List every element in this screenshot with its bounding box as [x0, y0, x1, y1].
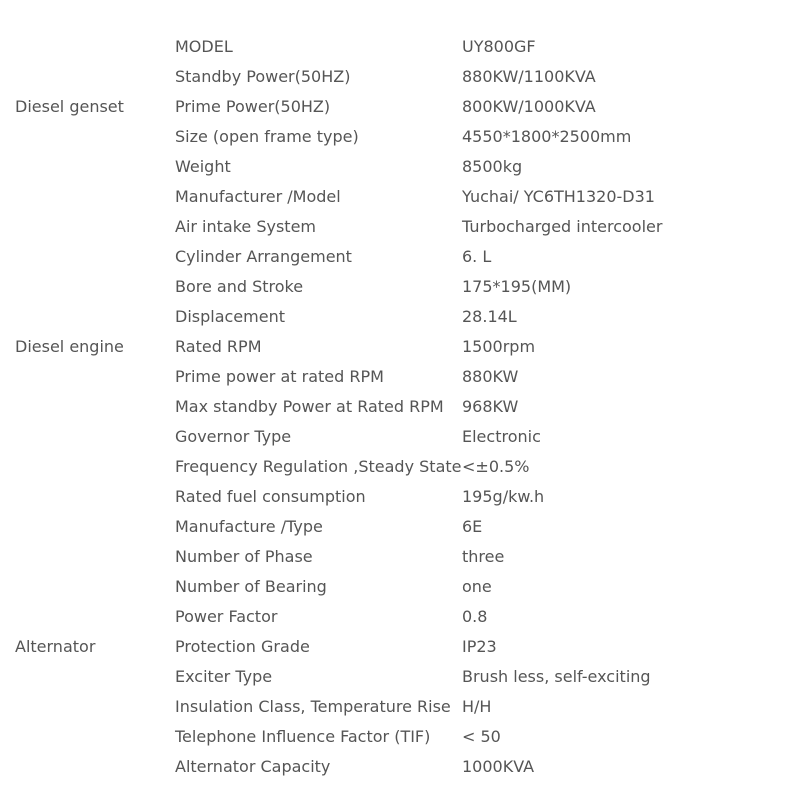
- parameter-value: 195g/kw.h: [462, 487, 545, 506]
- table-row: [0, 92, 812, 122]
- table-row: [0, 152, 812, 182]
- table-row: [0, 662, 812, 692]
- parameter-value: one: [462, 577, 492, 596]
- table-row: [0, 242, 812, 272]
- parameter-value: H/H: [462, 697, 492, 716]
- parameter-value: Yuchai/ YC6TH1320-D31: [462, 187, 655, 206]
- parameter-label: Protection Grade: [175, 637, 310, 656]
- parameter-label: Air intake System: [175, 217, 317, 236]
- parameter-label: Manufacture /Type: [175, 517, 323, 536]
- table-row: [0, 602, 812, 632]
- parameter-value: 8500kg: [462, 157, 523, 176]
- parameter-label: Prime power at rated RPM: [175, 367, 384, 386]
- table-row: [0, 332, 812, 362]
- table-row: [0, 272, 812, 302]
- table-row: [0, 302, 812, 332]
- parameter-label: Standby Power(50HZ): [175, 67, 351, 86]
- table-row: [0, 692, 812, 722]
- table-row: [0, 572, 812, 602]
- parameter-label: Frequency Regulation ,Steady State: [175, 457, 462, 476]
- parameter-value: 968KW: [462, 397, 519, 416]
- parameter-label: MODEL: [175, 37, 233, 56]
- parameter-value: Brush less, self-exciting: [462, 667, 651, 686]
- group-label: Alternator: [15, 637, 96, 656]
- parameter-label: Exciter Type: [175, 667, 273, 686]
- table-row: [0, 422, 812, 452]
- parameter-label: Bore and Stroke: [175, 277, 304, 296]
- table-row: [0, 362, 812, 392]
- table-row: [0, 482, 812, 512]
- parameter-value: < 50: [462, 727, 501, 746]
- table-row: [0, 392, 812, 422]
- parameter-value: 6E: [462, 517, 483, 536]
- parameter-value: UY800GF: [462, 37, 536, 56]
- table-row: [0, 632, 812, 662]
- parameter-value: 1500rpm: [462, 337, 536, 356]
- parameter-label: Prime Power(50HZ): [175, 97, 331, 116]
- table-row: [0, 512, 812, 542]
- parameter-value: 28.14L: [462, 307, 517, 326]
- parameter-label: Displacement: [175, 307, 285, 326]
- parameter-label: Max standby Power at Rated RPM: [175, 397, 444, 416]
- table-row: [0, 452, 812, 482]
- parameter-value: 6. L: [462, 247, 492, 266]
- parameter-value: 175*195(MM): [462, 277, 572, 296]
- table-row: [0, 182, 812, 212]
- spec-table: [0, 32, 812, 782]
- parameter-label: Cylinder Arrangement: [175, 247, 352, 266]
- parameter-label: Rated fuel consumption: [175, 487, 366, 506]
- parameter-value: three: [462, 547, 505, 566]
- group-label: Diesel engine: [15, 337, 124, 356]
- parameter-label: Governor Type: [175, 427, 292, 446]
- parameter-value: 0.8: [462, 607, 488, 626]
- table-row: [0, 752, 812, 782]
- parameter-value: 880KW/1100KVA: [462, 67, 596, 86]
- table-row: [0, 542, 812, 572]
- parameter-label: Rated RPM: [175, 337, 262, 356]
- parameter-label: Insulation Class, Temperature Rise: [175, 697, 451, 716]
- parameter-value: 1000KVA: [462, 757, 535, 776]
- parameter-label: Size (open frame type): [175, 127, 359, 146]
- parameter-value: 800KW/1000KVA: [462, 97, 596, 116]
- parameter-value: 4550*1800*2500mm: [462, 127, 632, 146]
- table-row: [0, 212, 812, 242]
- parameter-label: Alternator Capacity: [175, 757, 331, 776]
- table-row: [0, 722, 812, 752]
- parameter-value: Electronic: [462, 427, 541, 446]
- table-row: [0, 62, 812, 92]
- parameter-value: 880KW: [462, 367, 519, 386]
- table-row: [0, 122, 812, 152]
- group-label: Diesel genset: [15, 97, 124, 116]
- parameter-value: IP23: [462, 637, 497, 656]
- parameter-label: Number of Bearing: [175, 577, 327, 596]
- table-row: [0, 32, 812, 62]
- parameter-label: Power Factor: [175, 607, 278, 626]
- parameter-label: Number of Phase: [175, 547, 313, 566]
- parameter-value: <±0.5%: [462, 457, 530, 476]
- parameter-value: Turbocharged intercooler: [462, 217, 663, 236]
- parameter-label: Manufacturer /Model: [175, 187, 341, 206]
- parameter-label: Weight: [175, 157, 231, 176]
- parameter-label: Telephone Influence Factor (TIF): [175, 727, 431, 746]
